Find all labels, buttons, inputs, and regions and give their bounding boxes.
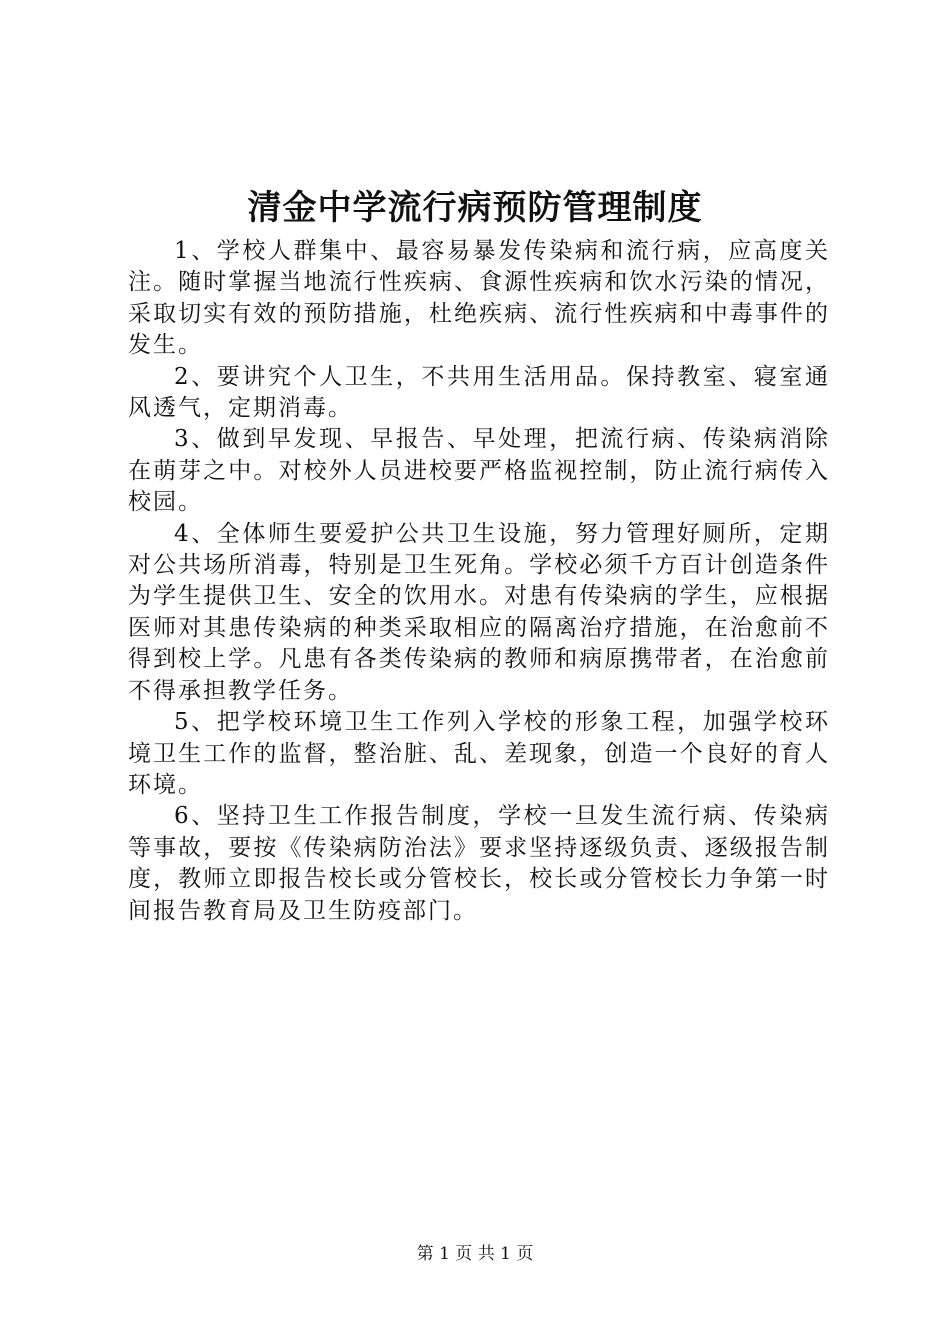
paragraph-5: 5、把学校环境卫生工作列入学校的形象工程，加强学校环境卫生工作的监督，整治脏、乱、差现象，创造一个良好的育人环境。 xyxy=(128,709,830,798)
document-title: 清金中学流行病预防管理制度 xyxy=(247,188,703,228)
paragraph-4: 4、全体师生要爱护公共卫生设施，努力管理好厕所，定期对公共场所消毒，特别是卫生死角。学校必须千方百计创造条件为学生提供卫生、安全的饮用水。对患有传染病的学生，应根据医师对其患传染病的种类采取相应的隔离治疗措施，在治愈前不得到校上学。凡患有各类传染病的教师和病原携带者，在治愈前不得承担教学任务。 xyxy=(128,520,830,704)
paragraph-2: 2、要讲究个人卫生，不共用生活用品。保持教室、寝室通风透气，定期消毒。 xyxy=(128,363,830,422)
paragraph-3: 3、做到早发现、早报告、早处理，把流行病、传染病消除在萌芽之中。对校外人员进校要严格监视控制，防止流行病传入校园。 xyxy=(128,426,830,516)
document-body xyxy=(128,236,830,927)
paragraph-1: 1、学校人群集中、最容易暴发传染病和流行病，应高度关注。随时掌握当地流行性疾病、食源性疾病和饮水污染的情况，采取切实有效的预防措施，杜绝疾病、流行性疾病和中毒事件的发生。 xyxy=(128,238,830,359)
page-footer: 第 1 页 共 1 页 xyxy=(416,1244,534,1264)
paragraph-6: 6、坚持卫生工作报告制度，学校一旦发生流行病、传染病等事故，要按《传染病防治法》要求坚持逐级负责、逐级报告制度，教师立即报告校长或分管校长，校长或分管校长力争第一时间报告教育局及卫生防疫部门。 xyxy=(128,803,830,924)
